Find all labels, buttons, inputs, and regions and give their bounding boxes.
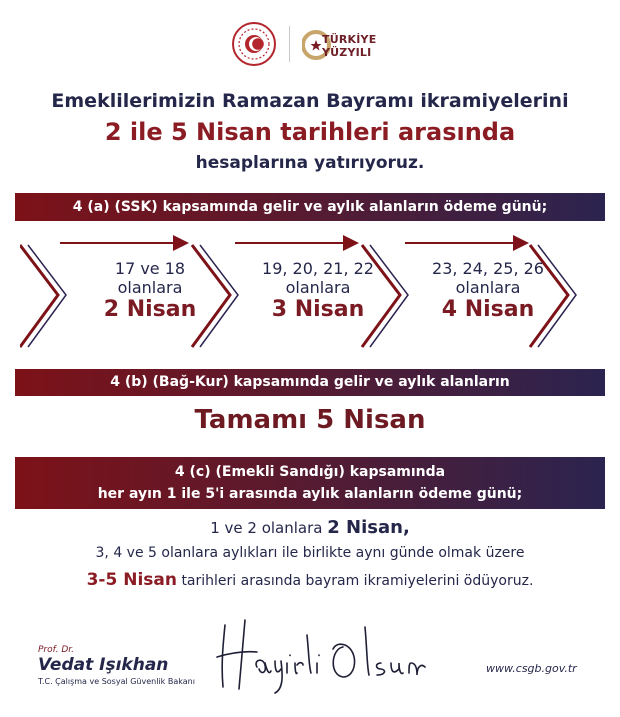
- ministry-logo: [232, 22, 276, 66]
- headline-line3: hesaplarına yatırıyoruz.: [195, 153, 425, 173]
- ssk-band: 4 (a) (SSK) kapsamında gelir ve aylık alanların ödeme günü;: [15, 193, 605, 221]
- es-line1-text: 1 ve 2 olanlara: [210, 519, 323, 537]
- minister-role: T.C. Çalışma ve Sosyal Güvenlik Bakanı: [38, 677, 195, 686]
- es-line3-text: tarihleri arasında bayram ikramiyelerini ödüyoruz.: [181, 573, 534, 589]
- turkiye-yuzyili-text: [322, 33, 376, 59]
- ssk-item-2: [248, 259, 388, 322]
- logo-text-line2: YÜZYILI: [322, 46, 372, 59]
- es-line3: [0, 570, 620, 590]
- headline-line1: Emeklilerimizin Ramazan Bayramı ikramiyelerini: [51, 90, 569, 112]
- ssk-item-1: [85, 259, 215, 322]
- hayirli-olsun-signature: [205, 605, 435, 695]
- minister-title: Prof. Dr.: [38, 645, 75, 655]
- ssk-item-1-label: olanlara: [117, 278, 183, 297]
- ssk-item-2-days: 19, 20, 21, 22: [262, 259, 374, 278]
- logo-text-line1: TÜRKİYE: [322, 33, 377, 46]
- ssk-item-3-date: 4 Nisan: [441, 297, 535, 322]
- es-line1: [0, 517, 620, 538]
- es-line2: 3, 4 ve 5 olanlara aylıkları ile birlikte aynı günde olmak üzere: [95, 545, 525, 561]
- es-line3-date: 3-5 Nisan: [86, 570, 177, 590]
- ssk-schedule: [20, 235, 580, 355]
- emekli-sandigi-band-line1: 4 (c) (Emekli Sandığı) kapsamında: [174, 464, 446, 480]
- ssk-item-2-label: olanlara: [285, 278, 351, 297]
- website-link[interactable]: www.csgb.gov.tr: [486, 662, 577, 675]
- ssk-item-2-date: 3 Nisan: [271, 297, 365, 322]
- emekli-sandigi-band-line2: her ayın 1 ile 5'i arasında aylık alanların ödeme günü;: [97, 486, 523, 502]
- ssk-item-1-days: 17 ve 18: [114, 259, 186, 278]
- emekli-sandigi-band: [15, 457, 605, 509]
- ssk-item-1-date: 2 Nisan: [103, 297, 197, 322]
- ssk-item-3-label: olanlara: [455, 278, 521, 297]
- ssk-item-3: [418, 259, 558, 322]
- bagkur-result: Tamamı 5 Nisan: [194, 405, 426, 435]
- ssk-item-3-days: 23, 24, 25, 26: [432, 259, 544, 278]
- headline-line2: 2 ile 5 Nisan tarihleri arasında: [104, 118, 516, 146]
- es-line1-date: 2 Nisan,: [327, 517, 410, 538]
- bagkur-band: 4 (b) (Bağ-Kur) kapsamında gelir ve aylık alanların: [15, 369, 605, 396]
- minister-name: Vedat Işıkhan: [38, 655, 169, 675]
- logo-divider: [289, 26, 290, 62]
